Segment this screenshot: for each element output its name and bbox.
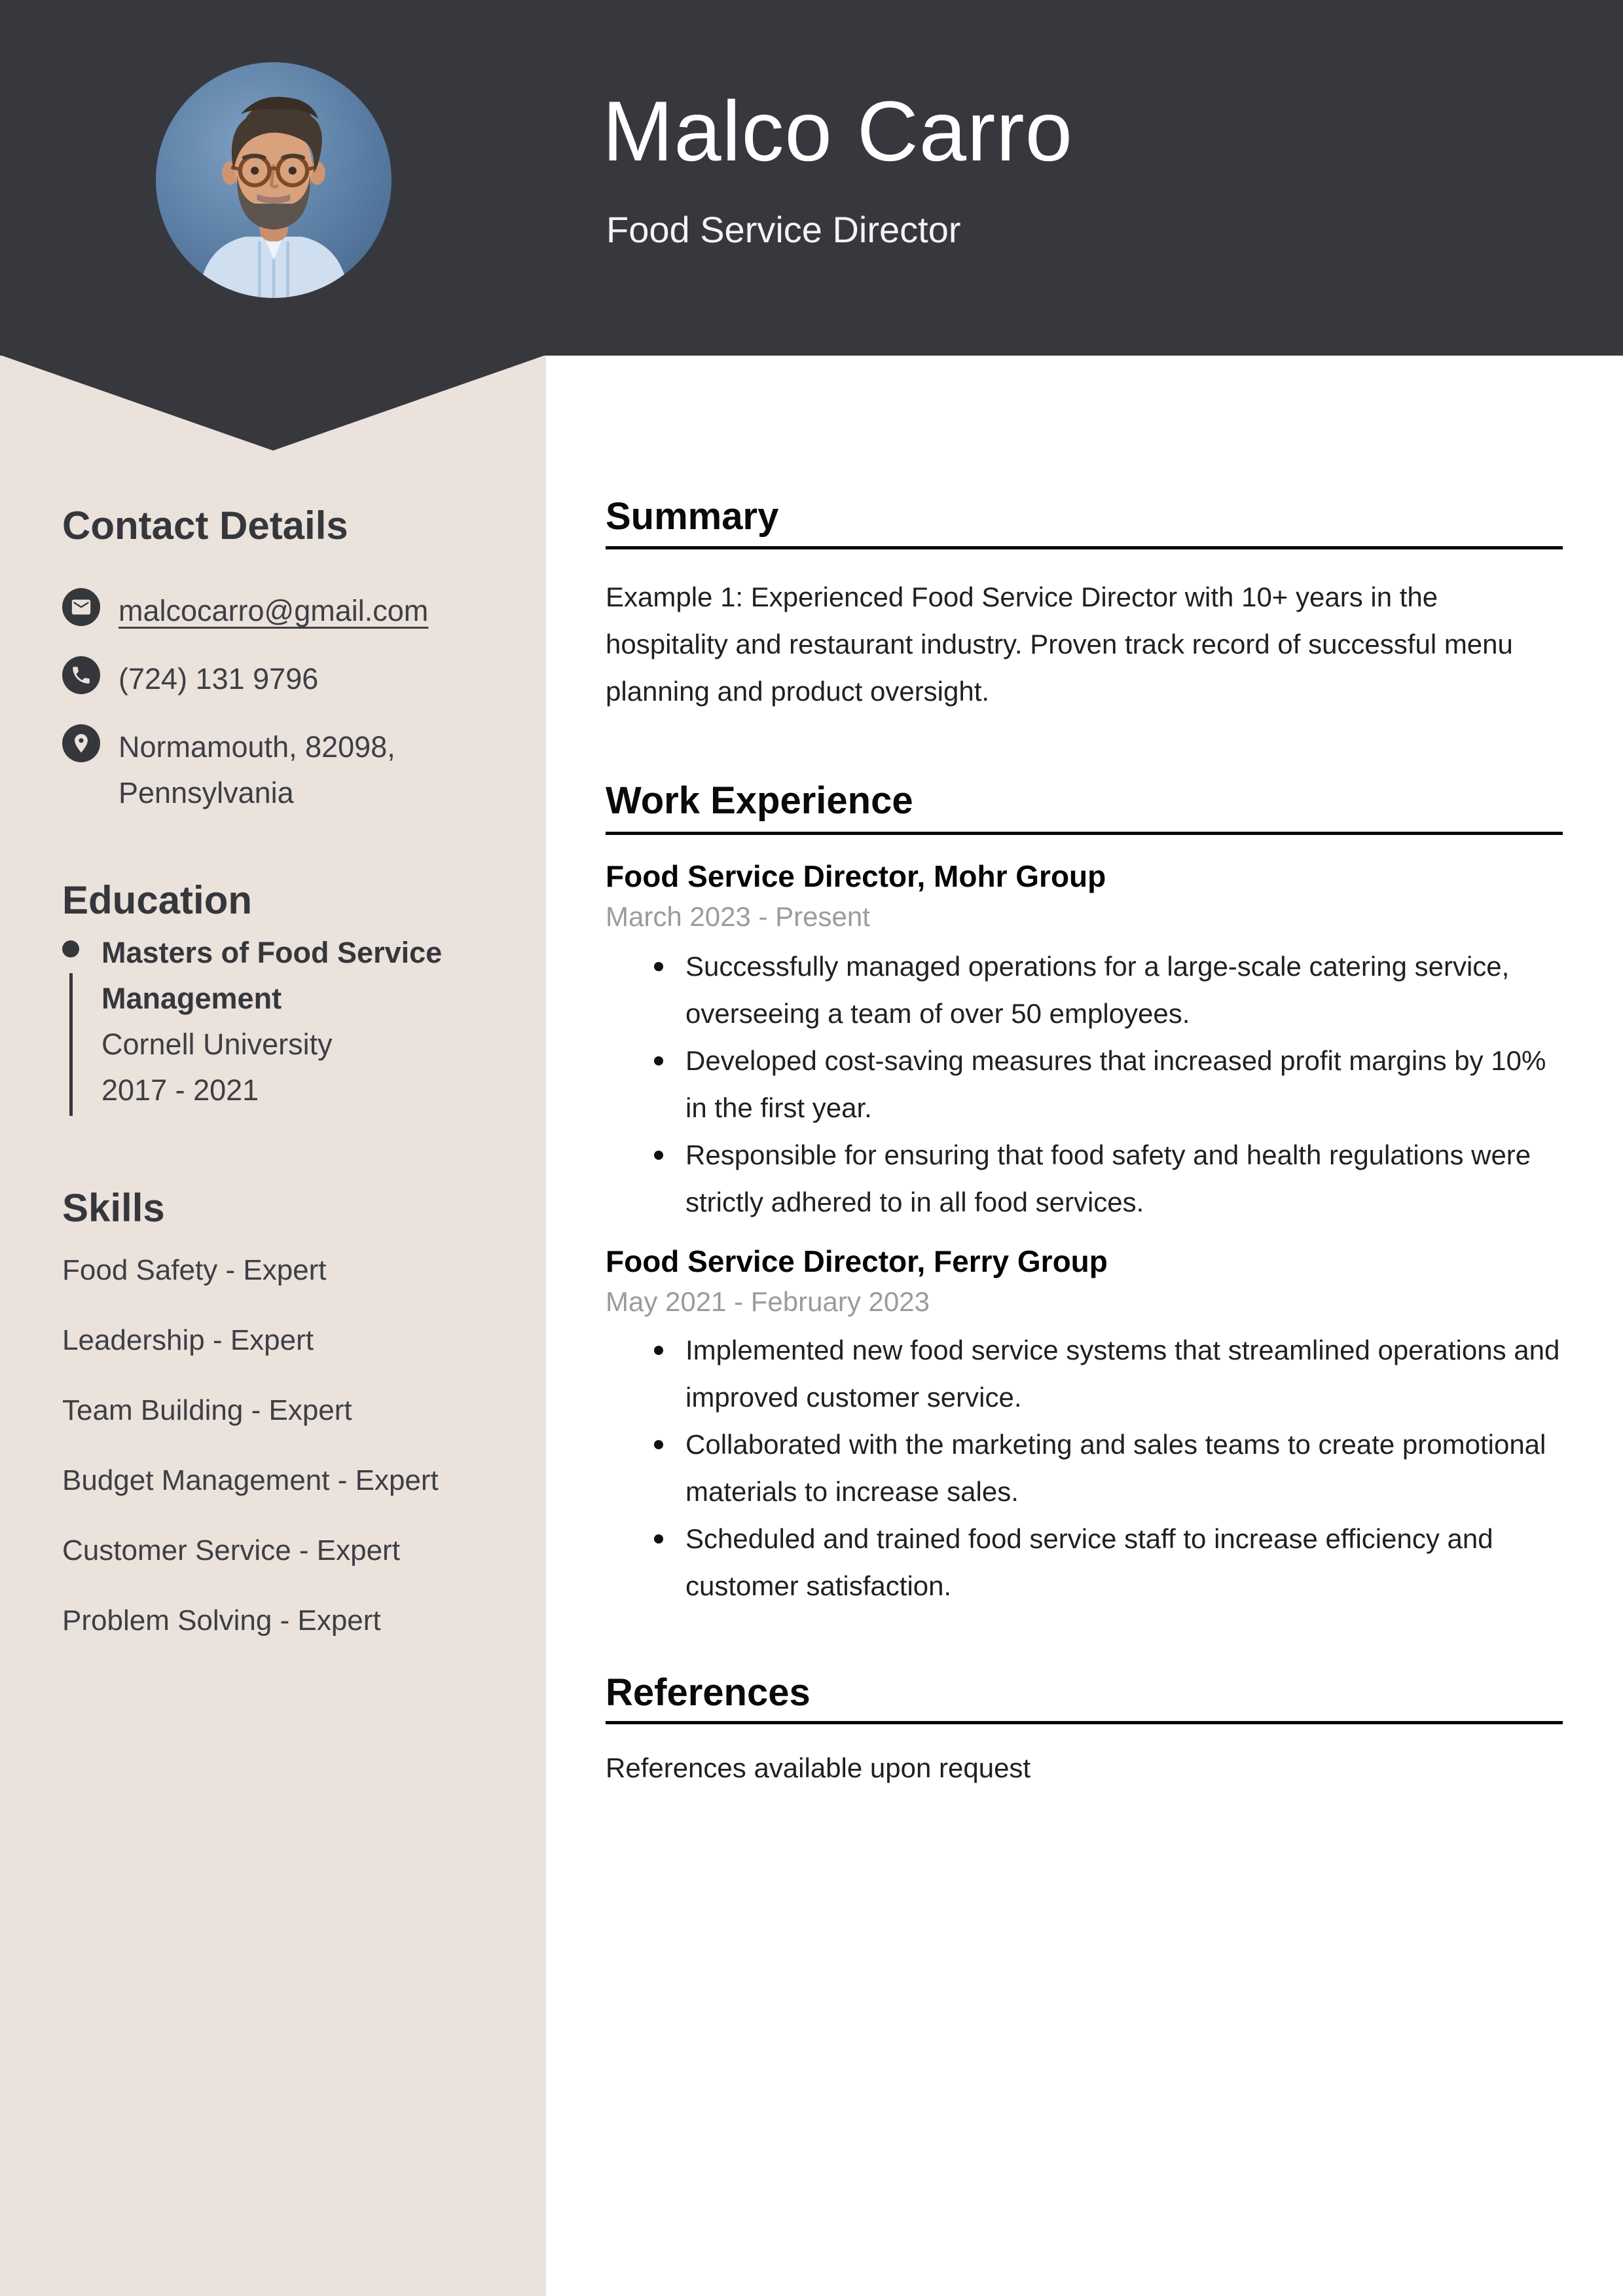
location-pin-icon (62, 724, 100, 762)
person-role: Food Service Director (606, 209, 961, 250)
contact-details-heading: Contact Details (62, 504, 348, 547)
portrait-illustration (156, 62, 392, 298)
address-text: Normamouth, 82098, Pennsylvania (119, 730, 395, 809)
skill-item: Team Building - Expert (62, 1394, 352, 1426)
contact-row-email (62, 588, 481, 634)
section-divider (606, 1721, 1563, 1724)
skill-item: Budget Management - Expert (62, 1464, 439, 1496)
phone-number: (724) 131 9796 (119, 662, 319, 695)
profile-photo (156, 62, 392, 298)
job-title: Food Service Director, Mohr Group (606, 859, 1106, 893)
email-link[interactable]: malcocarro@gmail.com (119, 594, 429, 627)
contact-list (62, 588, 481, 816)
envelope-icon (62, 588, 100, 626)
education-entry-text (101, 930, 468, 1113)
contact-row-location (62, 724, 481, 816)
job-bullet: Successfully managed operations for a large-scale catering service, overseeing a team of over 50 employees. (606, 943, 1563, 1037)
skill-item: Customer Service - Expert (62, 1534, 400, 1566)
education-dates: 2017 - 2021 (101, 1073, 259, 1107)
education-entry (62, 930, 468, 1113)
degree-name: Masters of Food Service Management (101, 936, 443, 1015)
summary-text: Example 1: Experienced Food Service Director with 10+ years in the hospitality and restaurant industry. Proven track record of successful menu planning and product oversight. (606, 582, 1513, 707)
job-bullet: Implemented new food service systems that streamlined operations and improved customer service. (606, 1327, 1563, 1421)
timeline-line (69, 973, 73, 1116)
job-bullet: Collaborated with the marketing and sales teams to create promotional materials to increase sales. (606, 1421, 1563, 1515)
job-bullet: Responsible for ensuring that food safety and health regulations were strictly adhered to in all food services. (606, 1132, 1563, 1226)
summary-heading: Summary (606, 495, 779, 538)
job-bullet-list (606, 1327, 1563, 1610)
contact-row-phone (62, 656, 481, 702)
job-bullet: Developed cost-saving measures that increased profit margins by 10% in the first year. (606, 1037, 1563, 1132)
skill-item: Leadership - Expert (62, 1324, 314, 1356)
job-bullet: Scheduled and trained food service staff to increase efficiency and customer satisfaction. (606, 1515, 1563, 1610)
person-name: Malco Carro (602, 83, 1073, 179)
job-bullet-list (606, 943, 1563, 1226)
skills-list (62, 1254, 488, 1637)
phone-icon (62, 656, 100, 694)
skills-heading: Skills (62, 1186, 165, 1230)
timeline-dot-icon (62, 940, 79, 957)
work-experience-heading: Work Experience (606, 779, 913, 822)
job-dates: May 2021 - February 2023 (606, 1286, 930, 1317)
job-dates: March 2023 - Present (606, 901, 870, 932)
references-heading: References (606, 1671, 811, 1714)
job-title: Food Service Director, Ferry Group (606, 1244, 1108, 1278)
skill-item: Problem Solving - Expert (62, 1604, 381, 1637)
section-divider (606, 546, 1563, 549)
education-heading: Education (62, 878, 253, 922)
skill-item: Food Safety - Expert (62, 1254, 327, 1286)
references-text: References available upon request (606, 1752, 1031, 1783)
section-divider (606, 832, 1563, 835)
school-name: Cornell University (101, 1028, 333, 1061)
